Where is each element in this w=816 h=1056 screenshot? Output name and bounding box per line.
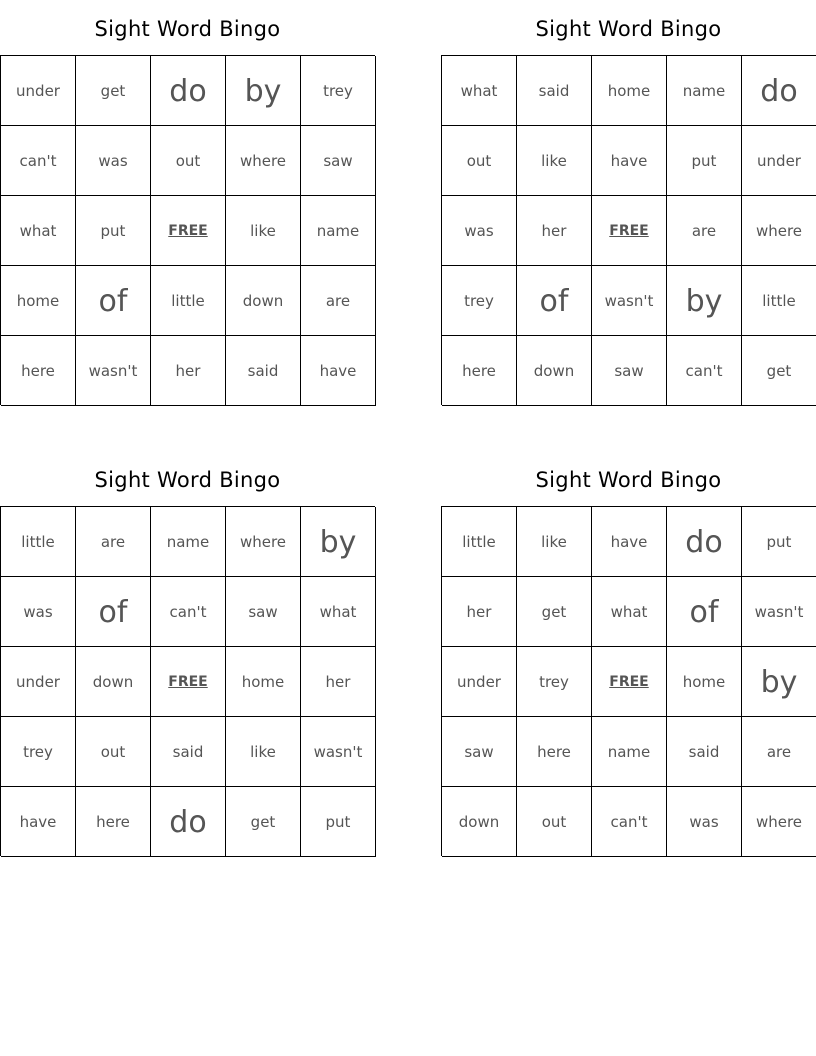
bingo-cell: by bbox=[301, 507, 376, 577]
bingo-cell: put bbox=[76, 196, 151, 266]
bingo-cell: was bbox=[442, 196, 517, 266]
bingo-cell: saw bbox=[442, 717, 517, 787]
bingo-cell: have bbox=[301, 336, 376, 406]
bingo-cell: down bbox=[517, 336, 592, 406]
bingo-cell: home bbox=[592, 56, 667, 126]
bingo-cell: here bbox=[517, 717, 592, 787]
bingo-cell: trey bbox=[442, 266, 517, 336]
bingo-cell: put bbox=[667, 126, 742, 196]
bingo-cell: was bbox=[667, 787, 742, 857]
bingo-cell: by bbox=[226, 56, 301, 126]
bingo-cell: trey bbox=[1, 717, 76, 787]
bingo-cell: do bbox=[742, 56, 816, 126]
bingo-cell: saw bbox=[592, 336, 667, 406]
bingo-cell: get bbox=[76, 56, 151, 126]
bingo-cell: what bbox=[1, 196, 76, 266]
bingo-cell: her bbox=[442, 577, 517, 647]
bingo-card-1 bbox=[0, 0, 375, 405]
bingo-cell: name bbox=[667, 56, 742, 126]
bingo-cell: was bbox=[76, 126, 151, 196]
bingo-cell: get bbox=[226, 787, 301, 857]
bingo-cell: little bbox=[151, 266, 226, 336]
bingo-cell: do bbox=[667, 507, 742, 577]
free-space: FREE bbox=[151, 647, 226, 717]
bingo-cell: of bbox=[76, 266, 151, 336]
card-title: Sight Word Bingo bbox=[94, 17, 281, 41]
bingo-grid bbox=[0, 55, 375, 405]
bingo-cell: trey bbox=[517, 647, 592, 717]
bingo-cell: out bbox=[517, 787, 592, 857]
bingo-cell: like bbox=[517, 507, 592, 577]
bingo-cell: by bbox=[742, 647, 816, 717]
bingo-cell: are bbox=[301, 266, 376, 336]
bingo-cell: name bbox=[301, 196, 376, 266]
bingo-cell: can't bbox=[667, 336, 742, 406]
bingo-cell: her bbox=[151, 336, 226, 406]
bingo-cell: get bbox=[517, 577, 592, 647]
bingo-cell: what bbox=[442, 56, 517, 126]
bingo-cell: home bbox=[667, 647, 742, 717]
bingo-cell: where bbox=[226, 507, 301, 577]
bingo-cell: have bbox=[592, 507, 667, 577]
bingo-cell: saw bbox=[301, 126, 376, 196]
bingo-cell: home bbox=[226, 647, 301, 717]
bingo-cell: home bbox=[1, 266, 76, 336]
bingo-cell: said bbox=[517, 56, 592, 126]
bingo-card-2 bbox=[441, 0, 816, 405]
bingo-cell: wasn't bbox=[301, 717, 376, 787]
bingo-cell: of bbox=[76, 577, 151, 647]
bingo-cell: said bbox=[151, 717, 226, 787]
bingo-cell: said bbox=[667, 717, 742, 787]
bingo-cell: under bbox=[1, 56, 76, 126]
bingo-cell: like bbox=[226, 717, 301, 787]
bingo-cell: do bbox=[151, 787, 226, 857]
bingo-cell: what bbox=[301, 577, 376, 647]
bingo-cell: said bbox=[226, 336, 301, 406]
bingo-card-3 bbox=[0, 451, 375, 856]
bingo-cell: get bbox=[742, 336, 816, 406]
bingo-cell: here bbox=[1, 336, 76, 406]
bingo-cell: wasn't bbox=[76, 336, 151, 406]
bingo-cell: out bbox=[151, 126, 226, 196]
bingo-cell: have bbox=[1, 787, 76, 857]
bingo-cell: have bbox=[592, 126, 667, 196]
bingo-cell: was bbox=[1, 577, 76, 647]
bingo-cell: trey bbox=[301, 56, 376, 126]
bingo-cell: here bbox=[442, 336, 517, 406]
bingo-cell: put bbox=[742, 507, 816, 577]
bingo-cell: down bbox=[226, 266, 301, 336]
bingo-cell: of bbox=[517, 266, 592, 336]
bingo-cell: little bbox=[442, 507, 517, 577]
bingo-cell: under bbox=[742, 126, 816, 196]
free-space: FREE bbox=[592, 196, 667, 266]
bingo-grid bbox=[441, 55, 816, 405]
bingo-cell: can't bbox=[151, 577, 226, 647]
free-space: FREE bbox=[151, 196, 226, 266]
bingo-cell: out bbox=[442, 126, 517, 196]
bingo-cell: do bbox=[151, 56, 226, 126]
bingo-cell: name bbox=[592, 717, 667, 787]
bingo-cell: wasn't bbox=[742, 577, 816, 647]
bingo-cell: put bbox=[301, 787, 376, 857]
bingo-cell: little bbox=[742, 266, 816, 336]
bingo-cell: of bbox=[667, 577, 742, 647]
bingo-cell: are bbox=[667, 196, 742, 266]
bingo-cell: what bbox=[592, 577, 667, 647]
bingo-cell: like bbox=[226, 196, 301, 266]
bingo-cell: little bbox=[1, 507, 76, 577]
bingo-cell: wasn't bbox=[592, 266, 667, 336]
bingo-cell: where bbox=[742, 787, 816, 857]
bingo-grid bbox=[0, 506, 375, 856]
card-title: Sight Word Bingo bbox=[535, 468, 722, 492]
bingo-cell: name bbox=[151, 507, 226, 577]
bingo-cell: can't bbox=[592, 787, 667, 857]
bingo-cell: down bbox=[76, 647, 151, 717]
bingo-cell: under bbox=[442, 647, 517, 717]
bingo-cell: are bbox=[76, 507, 151, 577]
bingo-cell: under bbox=[1, 647, 76, 717]
bingo-cell: here bbox=[76, 787, 151, 857]
bingo-cell: her bbox=[517, 196, 592, 266]
bingo-cell: where bbox=[742, 196, 816, 266]
bingo-grid bbox=[441, 506, 816, 856]
bingo-cell: down bbox=[442, 787, 517, 857]
card-title: Sight Word Bingo bbox=[535, 17, 722, 41]
card-title: Sight Word Bingo bbox=[94, 468, 281, 492]
bingo-card-4 bbox=[441, 451, 816, 856]
bingo-cell: by bbox=[667, 266, 742, 336]
bingo-cell: can't bbox=[1, 126, 76, 196]
free-space: FREE bbox=[592, 647, 667, 717]
bingo-cell: where bbox=[226, 126, 301, 196]
bingo-cell: like bbox=[517, 126, 592, 196]
bingo-cell: are bbox=[742, 717, 816, 787]
bingo-cell: saw bbox=[226, 577, 301, 647]
bingo-cell: her bbox=[301, 647, 376, 717]
bingo-cell: out bbox=[76, 717, 151, 787]
